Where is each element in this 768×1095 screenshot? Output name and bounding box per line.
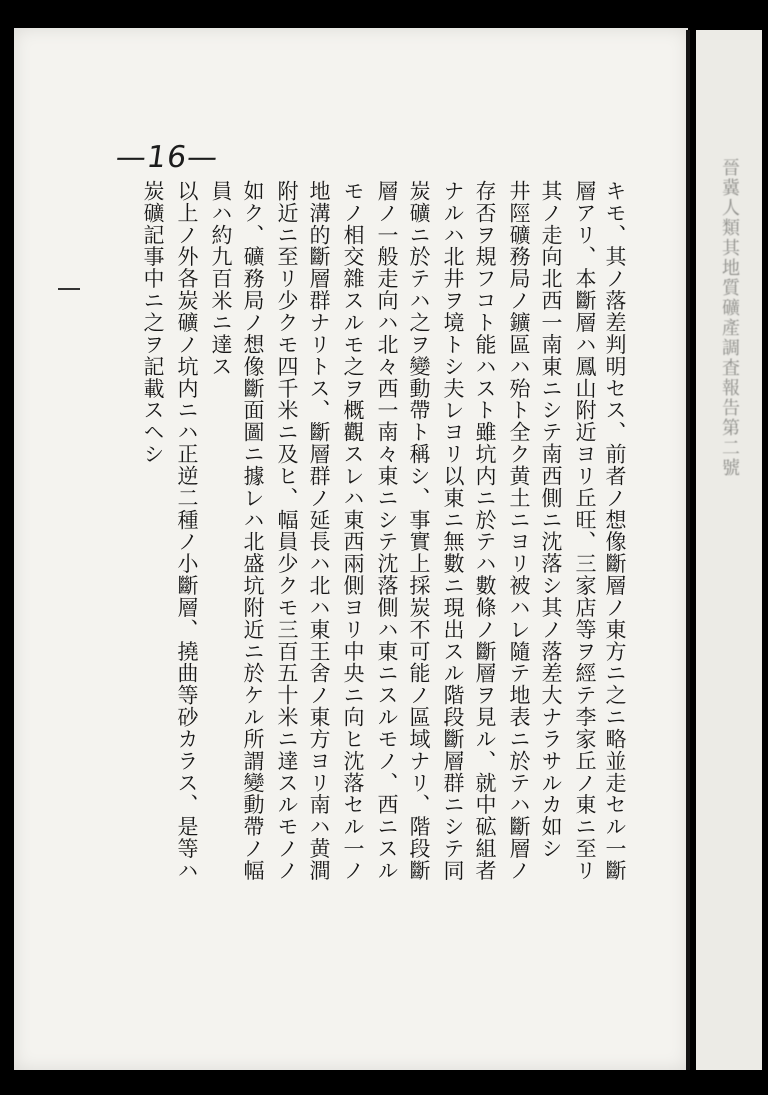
page-number: —16— [113, 140, 221, 175]
text-column: 附近ニ至リ少クモ四千米ニ及ヒ、幅員少クモ三百五十米ニ達スルモノノ [275, 180, 299, 882]
text-column: 層ノ一般走向ハ北々西一南々東ニシテ沈落側ハ東ニスルモノ、西ニスル [375, 180, 399, 882]
binding-fold [686, 30, 690, 1070]
text-column: 存否ヲ規フコト能ハスト雖坑内ニ於テハ數條ノ斷層ヲ見ル、就中砿組者 [473, 180, 497, 882]
text-column: 員ハ約九百米ニ達ス [209, 180, 233, 378]
text-column: 如ク、礦務局ノ想像斷面圖ニ據レハ北盛坑附近ニ於ケル所謂變動帶ノ幅 [241, 180, 265, 882]
text-column: 以上ノ外各炭礦ノ坑内ニハ正逆二種ノ小斷層、撓曲等砂カラス、是等ハ [175, 180, 199, 882]
edge-column-text: 晉冀人類其地質礦產調査報告第二號 [719, 158, 740, 478]
text-column: 炭礦記事中ニ之ヲ記載スヘシ [141, 180, 165, 465]
text-column: 井陘礦務局ノ鑛區ハ殆ト全ク黄土ニヨリ被ハレ隨テ地表ニ於テハ斷層ノ [507, 180, 531, 882]
text-column: 其ノ走向北西一南東ニシテ南西側ニ沈落シ其ノ落差大ナラサルカ如シ [539, 180, 563, 860]
margin-mark [58, 288, 80, 290]
text-column: ナルハ北井ヲ境トシ夫レヨリ以東ニ無數ニ現出スル階段斷層群ニシテ同 [441, 180, 465, 882]
text-column: 炭礦ニ於テハ之ヲ變動帶ト稱シ、事實上採炭不可能ノ區域ナリ、階段斷 [407, 180, 431, 882]
adjacent-page-edge [696, 30, 762, 1070]
text-column: モノ相交雜スルモ之ヲ概觀スレハ東西兩側ヨリ中央ニ向ヒ沈落セル一ノ [341, 180, 365, 882]
text-column: 層アリ、本斷層ハ鳳山附近ヨリ丘旺、三家店等ヲ經テ李家丘ノ東ニ至リ [573, 180, 597, 882]
text-column: 地溝的斷層群ナリトス、斷層群ノ延長ハ北ハ東王舍ノ東方ヨリ南ハ黄澗 [307, 180, 331, 882]
text-column: キモ、其ノ落差判明セス、前者ノ想像斷層ノ東方ニ之ニ略並走セル一斷 [603, 180, 627, 882]
